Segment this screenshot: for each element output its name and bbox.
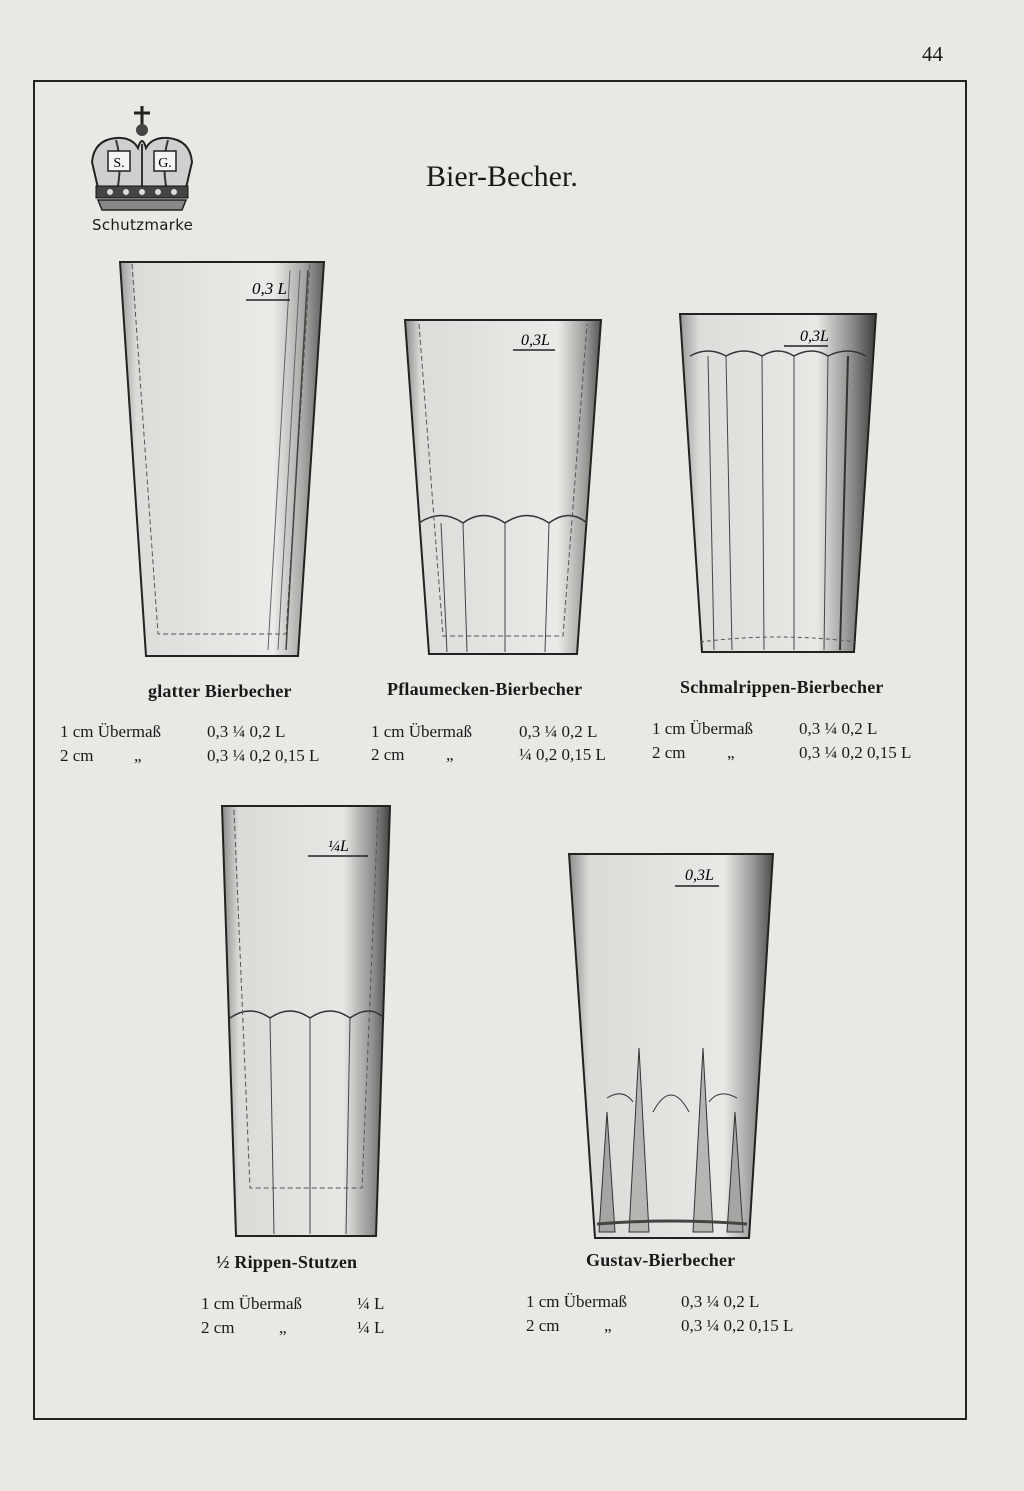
spec-ditto: „ bbox=[279, 1318, 287, 1337]
spec-values: 0,3 ¼ 0,2 L bbox=[799, 719, 878, 738]
spec-size: 2 cm bbox=[201, 1318, 235, 1337]
spec-ditto: „ bbox=[604, 1316, 612, 1335]
page-number: 44 bbox=[922, 42, 943, 66]
spec-ditto: „ bbox=[727, 743, 735, 762]
product-name-pflaumecken: Pflaumecken-Bierbecher bbox=[387, 679, 583, 699]
spec-size: 2 cm bbox=[60, 746, 94, 765]
logo-caption: Schutzmarke bbox=[92, 216, 194, 234]
product-name-schmalrippen: Schmalrippen-Bierbecher bbox=[680, 677, 884, 697]
spec-ditto: „ bbox=[134, 746, 142, 765]
spec-values: 0,3 ¼ 0,2 L bbox=[681, 1292, 760, 1311]
page-title: Bier-Becher. bbox=[426, 160, 578, 193]
spec-size: 1 cm Übermaß bbox=[371, 722, 473, 741]
capacity-mark: 0,3 L bbox=[252, 279, 287, 298]
spec-values: ¼ L bbox=[357, 1294, 385, 1313]
spec-size: 2 cm bbox=[371, 745, 405, 764]
spec-values: 0,3 ¼ 0,2 0,15 L bbox=[799, 743, 912, 762]
spec-size: 1 cm Übermaß bbox=[526, 1292, 628, 1311]
spec-size: 1 cm Übermaß bbox=[60, 722, 162, 741]
capacity-mark: 0,3L bbox=[521, 332, 550, 349]
spec-values: 0,3 ¼ 0,2 L bbox=[519, 722, 598, 741]
spec-values: 0,3 ¼ 0,2 0,15 L bbox=[681, 1316, 794, 1335]
spec-size: 2 cm bbox=[652, 743, 686, 762]
spec-values: 0,3 ¼ 0,2 0,15 L bbox=[207, 746, 320, 765]
spec-size: 2 cm bbox=[526, 1316, 560, 1335]
spec-size: 1 cm Übermaß bbox=[201, 1294, 303, 1313]
capacity-mark: 0,3L bbox=[800, 328, 829, 345]
glass-illustration-pflaumecken bbox=[403, 318, 603, 658]
spec-size: 1 cm Übermaß bbox=[652, 719, 754, 738]
spec-values: ¼ 0,2 0,15 L bbox=[519, 745, 606, 764]
spec-values: ¼ L bbox=[357, 1318, 385, 1337]
product-name-rippen-stutzen: ½ Rippen-Stutzen bbox=[216, 1252, 358, 1272]
glass-illustration-rippen-stutzen bbox=[220, 804, 394, 1240]
logo-letters-right: G. bbox=[158, 156, 172, 171]
capacity-mark: 0,3L bbox=[685, 867, 714, 884]
product-name-gustav: Gustav-Bierbecher bbox=[586, 1250, 736, 1270]
glass-illustration-gustav bbox=[567, 852, 777, 1242]
product-name-glatter: glatter Bierbecher bbox=[148, 681, 292, 701]
crown-logo-icon bbox=[82, 104, 202, 234]
glass-illustration-glatter bbox=[118, 260, 328, 660]
spec-values: 0,3 ¼ 0,2 L bbox=[207, 722, 286, 741]
logo-letters-left: S. bbox=[113, 156, 125, 171]
capacity-mark: ¼L bbox=[328, 838, 349, 855]
spec-ditto: „ bbox=[446, 745, 454, 764]
glass-illustration-schmalrippen bbox=[678, 312, 878, 656]
